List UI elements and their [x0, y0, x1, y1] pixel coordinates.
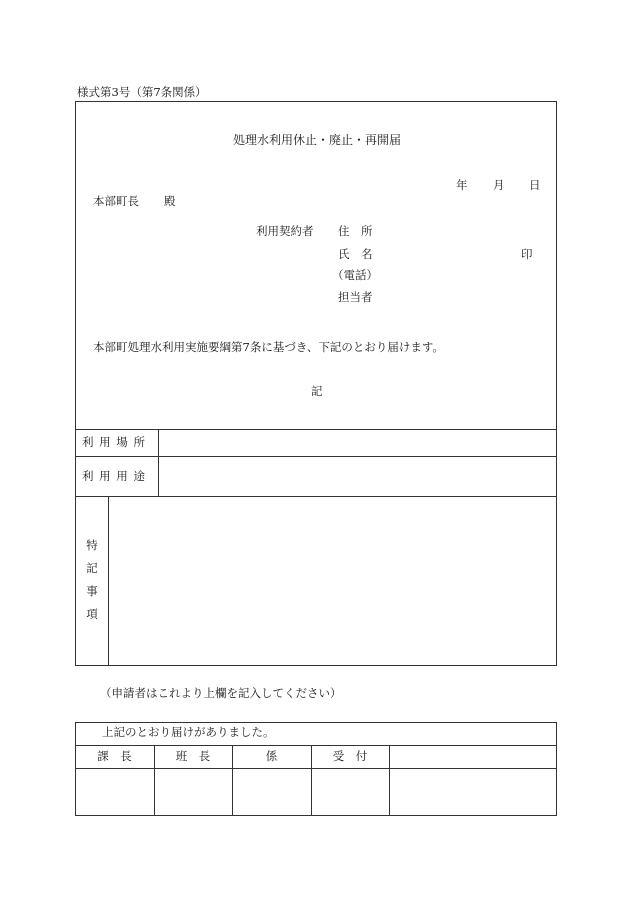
addressee-name: 本部町長 [93, 194, 139, 208]
seal-mark: 印 [521, 247, 533, 261]
address-label: 住 所 [338, 224, 373, 238]
remarks-label-char: 事 [86, 584, 98, 598]
staff-header: 係 [265, 749, 278, 763]
name-label: 氏 名 [338, 247, 373, 261]
reception-header: 受 付 [332, 749, 368, 763]
remarks-label-char: 記 [86, 561, 98, 575]
location-label: 利 用 場 所 [82, 435, 146, 449]
form-title: 処理水利用休止・廃止・再開届 [233, 133, 402, 147]
contact-person-label: 担当者 [338, 290, 373, 304]
location-input-area[interactable] [159, 430, 556, 455]
date-day-label: 日 [529, 178, 541, 192]
phone-label: （電話） [332, 268, 378, 282]
reception-stamp-cell[interactable] [312, 769, 388, 815]
applicant-note: （申請者はこれより上欄を記入してください） [100, 686, 342, 700]
date-year-label: 年 [456, 178, 468, 192]
office-blank-cell[interactable] [390, 746, 556, 815]
applicant-role: 利用契約者 [256, 224, 314, 238]
team-leader-stamp-cell[interactable] [155, 769, 231, 815]
addressee-honorific: 殿 [164, 194, 176, 208]
body-text: 本部町処理水利用実施要綱第7条に基づき、下記のとおり届けます。 [93, 340, 444, 354]
remarks-label-char: 特 [86, 538, 98, 552]
ki-label: 記 [311, 384, 323, 398]
remarks-input-area[interactable] [109, 497, 556, 665]
staff-stamp-cell[interactable] [233, 769, 310, 815]
purpose-input-area[interactable] [159, 457, 556, 495]
team-leader-header: 班 長 [175, 749, 211, 763]
date-month-label: 月 [493, 178, 505, 192]
purpose-label: 利 用 用 途 [82, 469, 146, 483]
form-number: 様式第3号（第7条関係） [77, 85, 207, 99]
remarks-label-char: 項 [86, 607, 98, 621]
received-text: 上記のとおり届けがありました。 [102, 725, 275, 739]
section-chief-header: 課 長 [97, 749, 132, 763]
section-chief-stamp-cell[interactable] [76, 769, 153, 815]
